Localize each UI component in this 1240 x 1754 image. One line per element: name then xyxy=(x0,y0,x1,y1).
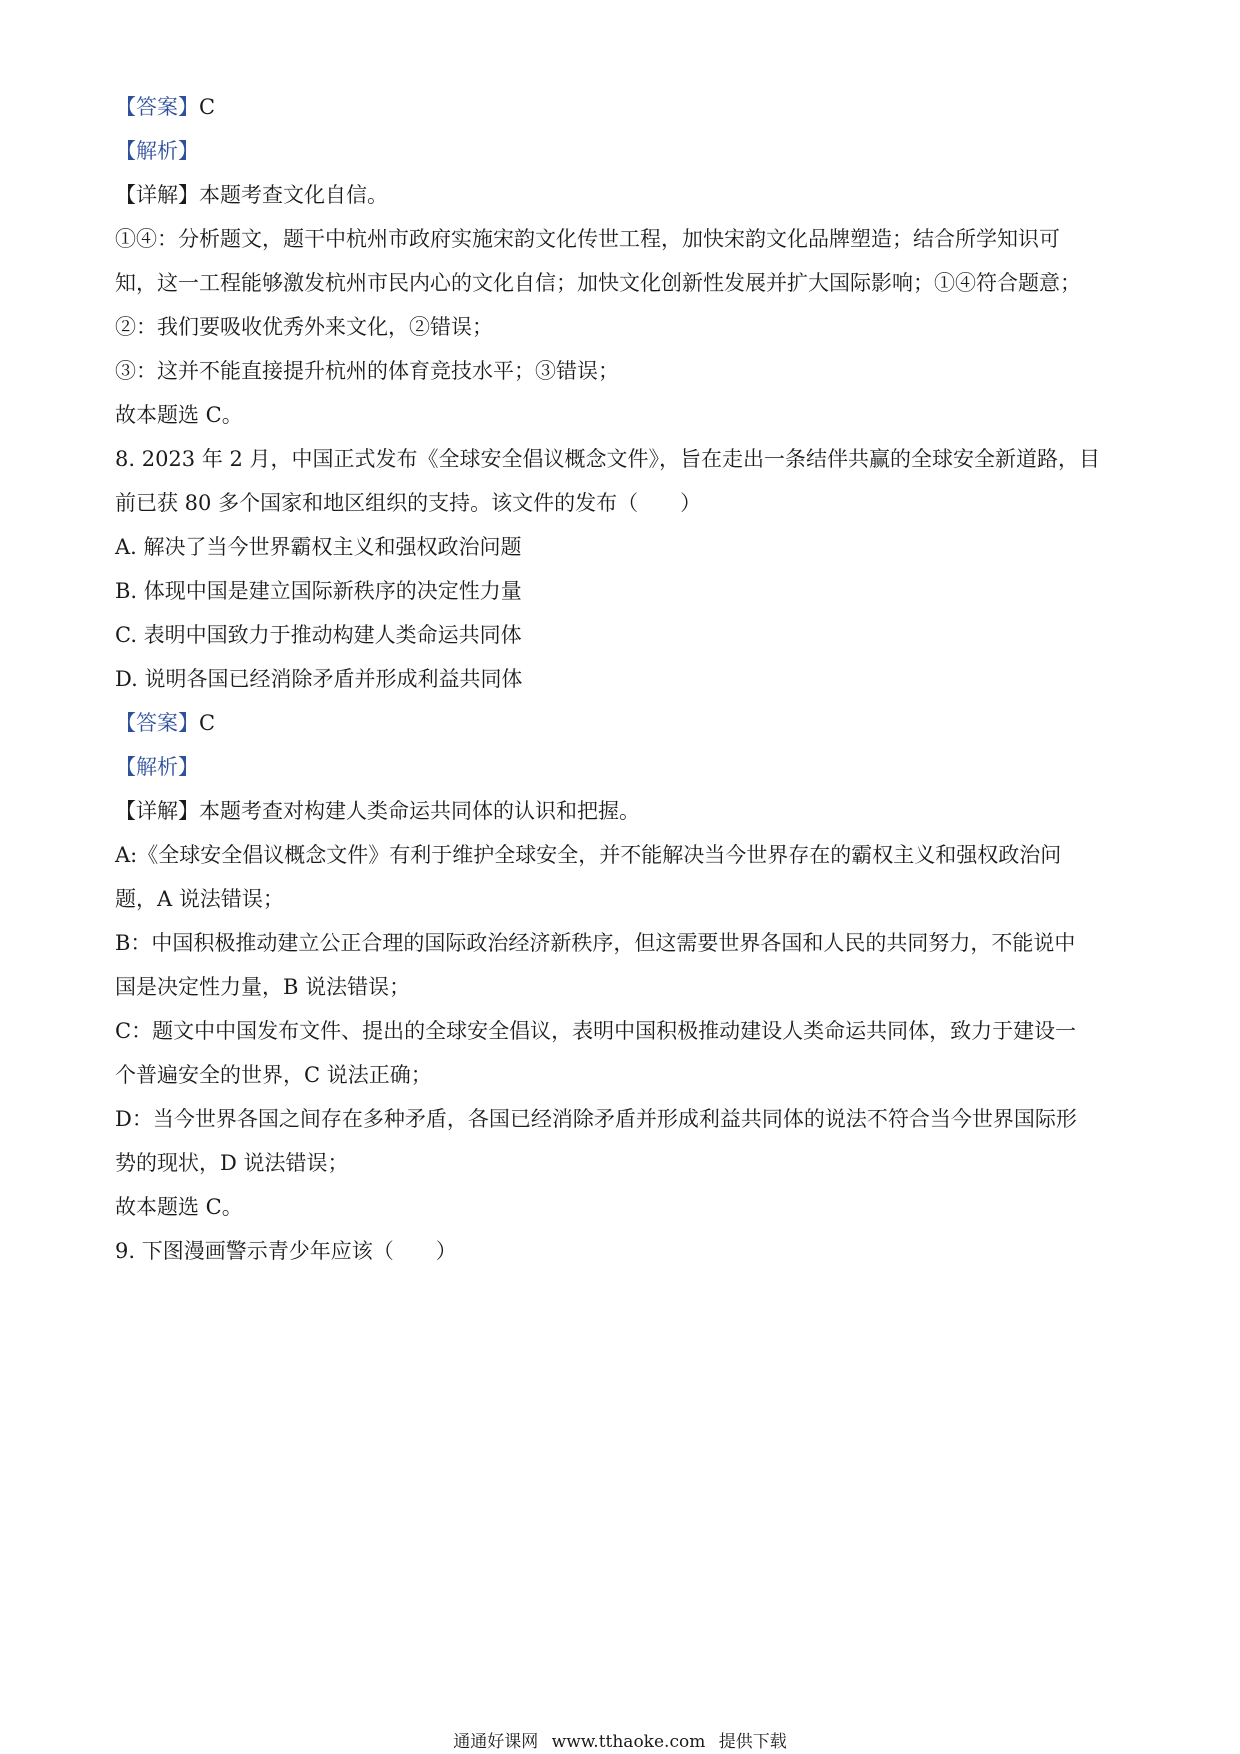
q8-detail-text: 本题考查对构建人类命运共同体的认识和把握。 xyxy=(199,799,640,823)
q7-explanation-line: 知，这一工程能够激发杭州市民内心的文化自信；加快文化创新性发展并扩大国际影响；①④符合题意； xyxy=(115,271,1081,295)
q8-explanation-line: B：中国积极推动建立公正合理的国际政治经济新秩序，但这需要世界各国和人民的共同努力，不能说中 xyxy=(115,931,1076,955)
q7-detail-tag: 【详解】 xyxy=(115,183,199,207)
q8-explanation-line: 题，A 说法错误； xyxy=(115,887,284,911)
q7-explanation-line: ②：我们要吸收优秀外来文化，②错误； xyxy=(115,315,493,339)
page-footer xyxy=(0,1727,1240,1752)
q8-analysis-tag: 【解析】 xyxy=(115,755,199,779)
q7-explanation-line: ③：这并不能直接提升杭州的体育竞技水平；③错误； xyxy=(115,359,619,383)
q7-analysis-tag: 【解析】 xyxy=(115,139,199,163)
q8-option-d: D. 说明各国已经消除矛盾并形成利益共同体 xyxy=(115,667,523,691)
q8-detail-tag: 【详解】 xyxy=(115,799,199,823)
q7-answer-value: C xyxy=(199,95,216,119)
q8-explanation-line: 势的现状，D 说法错误； xyxy=(115,1151,349,1175)
q8-explanation-line: 国是决定性力量，B 说法错误； xyxy=(115,975,411,999)
footer-suffix: 提供下载 xyxy=(718,1732,787,1752)
q8-stem-line: 8. 2023 年 2 月，中国正式发布《全球安全倡议概念文件》，旨在走出一条结伴共赢的全球安全新道路，目 xyxy=(115,447,1101,471)
q8-option-b: B. 体现中国是建立国际新秩序的决定性力量 xyxy=(115,579,522,603)
q8-explanation-line: C：题文中中国发布文件、提出的全球安全倡议，表明中国积极推动建设人类命运共同体，致力于建设一 xyxy=(115,1019,1077,1043)
q8-answer-value: C xyxy=(199,711,216,735)
q8-explanation-line: D：当今世界各国之间存在多种矛盾，各国已经消除矛盾并形成利益共同体的说法不符合当今世界国际形 xyxy=(115,1107,1077,1131)
q7-detail-line xyxy=(115,180,1125,210)
q8-answer-tag: 【答案】 xyxy=(115,711,199,735)
q8-stem-line: 前已获 80 多个国家和地区组织的支持。该文件的发布（ ） xyxy=(115,491,702,515)
q7-answer-tag: 【答案】 xyxy=(115,95,199,119)
q8-option-a: A. 解决了当今世界霸权主义和强权政治问题 xyxy=(115,535,522,559)
q8-answer-line xyxy=(115,708,1125,738)
q8-option-c: C. 表明中国致力于推动构建人类命运共同体 xyxy=(115,623,522,647)
q9-stem-line: 9. 下图漫画警示青少年应该（ ） xyxy=(115,1239,457,1263)
q7-conclusion-line: 故本题选 C。 xyxy=(115,403,243,427)
q8-explanation-line: 个普遍安全的世界，C 说法正确； xyxy=(115,1063,432,1087)
q8-explanation-line: A:《全球安全倡议概念文件》有利于维护全球安全，并不能解决当今世界存在的霸权主义和强权政治问 xyxy=(115,843,1062,867)
q8-detail-line xyxy=(115,796,1125,826)
q8-conclusion-line: 故本题选 C。 xyxy=(115,1195,243,1219)
q7-answer-line xyxy=(115,92,1125,122)
footer-url[interactable]: www.tthaoke.com xyxy=(551,1732,706,1752)
q7-explanation-line: ①④：分析题文，题干中杭州市政府实施宋韵文化传世工程，加快宋韵文化品牌塑造；结合所学知识可 xyxy=(115,227,1060,251)
footer-site-name: 通通好课网 xyxy=(453,1732,539,1752)
q7-detail-text: 本题考查文化自信。 xyxy=(199,183,388,207)
